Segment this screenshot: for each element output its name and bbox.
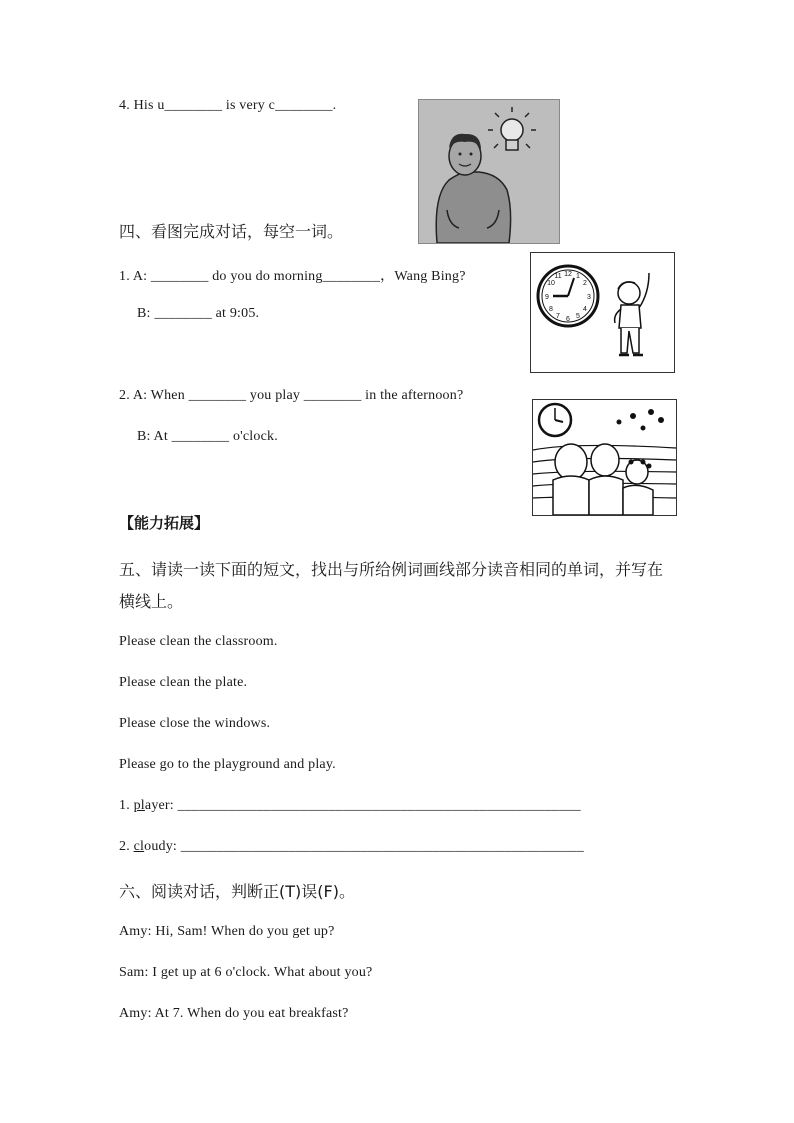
question-4: 4. His u________ is very c________. <box>119 98 337 113</box>
svg-text:11: 11 <box>554 273 562 280</box>
svg-text:6: 6 <box>566 316 570 323</box>
item-2 <box>119 839 584 855</box>
svg-text:10: 10 <box>547 280 555 287</box>
example-word-rest: ayer: <box>144 798 178 813</box>
svg-text:4: 4 <box>583 306 587 313</box>
passage-line: Please close the windows. <box>119 716 271 731</box>
dialog-1-b: B: ________ at 9:05. <box>137 306 260 321</box>
underlined-example: pl <box>133 798 145 813</box>
section-5-title-line-2: 横线上。 <box>119 592 184 611</box>
section-6-title: 六、阅读对话，判断正(T)误(F)。 <box>119 882 355 901</box>
passage-line: Please clean the plate. <box>119 675 248 690</box>
ability-heading: 【能力拓展】 <box>119 514 210 532</box>
dialog-1-a: 1. A: ________ do you do morning________，Wang Bing? <box>119 269 466 284</box>
dialog-2-a: 2. A: When ________ you play ________ in the afternoon? <box>119 388 464 403</box>
section-5-title-line-1: 五、请读一读下面的短文，找出与所给例词画线部分读音相同的单词，并写在 <box>119 560 664 579</box>
underlined-example: cl <box>133 839 145 854</box>
svg-text:8: 8 <box>549 306 553 313</box>
svg-text:5: 5 <box>576 313 580 320</box>
dialogue-line: Amy: Hi, Sam! When do you get up? <box>119 924 335 939</box>
section-4-title: 四、看图完成对话，每空一词。 <box>119 222 344 241</box>
passage-line: Please clean the classroom. <box>119 634 278 649</box>
clock-children-watching-illustration <box>532 399 677 516</box>
example-word-rest: oudy: <box>144 839 181 854</box>
item-number: 2. <box>119 839 134 854</box>
clock-boy-exercising-illustration <box>530 252 675 373</box>
svg-text:2: 2 <box>583 280 587 287</box>
answer-line[interactable]: ________________________________________________________ <box>180 839 584 854</box>
svg-text:7: 7 <box>556 313 560 320</box>
dialogue-line: Sam: I get up at 6 o'clock. What about you? <box>119 965 373 980</box>
passage-line: Please go to the playground and play. <box>119 757 336 772</box>
dialog-2-b: B: At ________ o'clock. <box>137 429 278 444</box>
svg-text:9: 9 <box>545 294 549 301</box>
dialogue-line: Amy: At 7. When do you eat breakfast? <box>119 1006 349 1021</box>
man-thinking-lightbulb-illustration <box>418 99 560 244</box>
item-1 <box>119 798 581 814</box>
svg-text:1: 1 <box>576 273 580 280</box>
item-number: 1. <box>119 798 134 813</box>
svg-text:3: 3 <box>587 294 591 301</box>
answer-line[interactable]: ________________________________________________________ <box>177 798 581 813</box>
svg-text:12: 12 <box>564 271 572 278</box>
